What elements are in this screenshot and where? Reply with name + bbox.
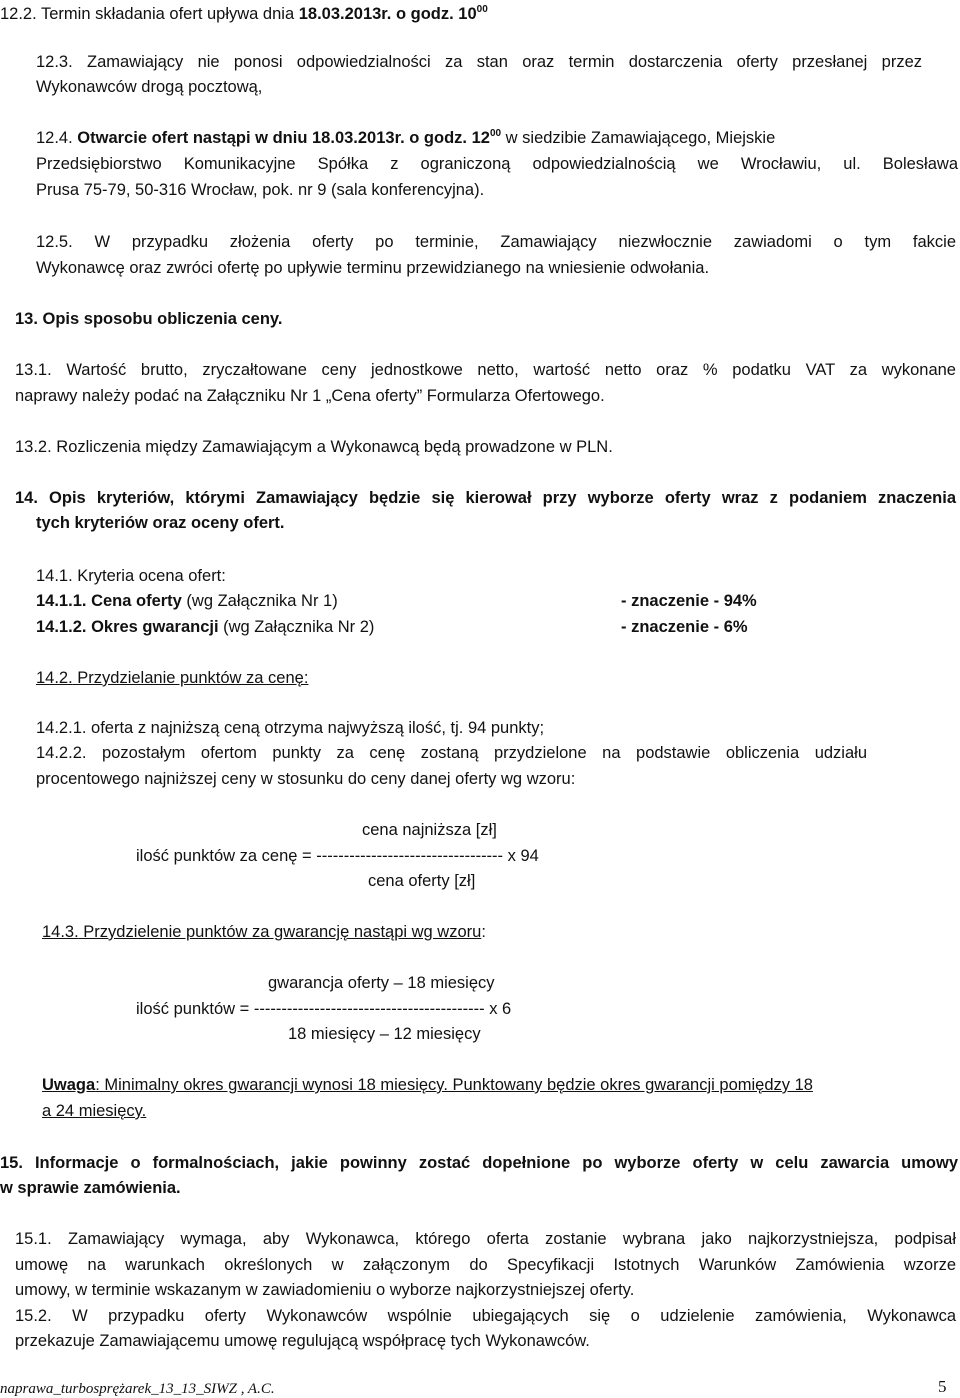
section-15-heading-line2: w sprawie zamówienia. xyxy=(0,1179,181,1197)
section-12-5-line2: Wykonawcę oraz zwróci ofertę po upływie terminu przewidzianego na wniesienie odwołania. xyxy=(36,259,710,277)
section-14-2-2-line2: procentowego najniższej ceny w stosunku do ceny danej oferty wg wzoru: xyxy=(36,770,576,788)
criterion-number: 14.1.1. xyxy=(36,592,87,610)
page-number: 5 xyxy=(938,1377,947,1396)
section-14-2-1: 14.2.1. oferta z najniższą ceną otrzyma najwyższą ilość, tj. 94 punkty; xyxy=(36,719,545,737)
criterion-number: 14.1.2. xyxy=(36,618,87,636)
section-14-2-heading xyxy=(36,668,308,688)
warranty-formula-denominator: 18 miesięcy – 12 miesięcy xyxy=(288,1025,481,1043)
note-label: Uwaga xyxy=(42,1076,96,1094)
superscript-minutes: 00 xyxy=(489,128,502,139)
section-title: Przydzielanie punktów za cenę: xyxy=(72,669,309,687)
section-14-3-heading xyxy=(42,922,486,942)
section-number: 14.3. xyxy=(42,923,79,941)
section-12-3-line1: 12.3. Zamawiający nie ponosi odpowiedzialności za stan oraz termin dostarczenia oferty przesłanej przez xyxy=(36,53,922,71)
warranty-formula-line: ilość punktów = ------------------------------------------ x 6 xyxy=(136,1000,512,1018)
price-formula-denominator: cena oferty [zł] xyxy=(368,872,476,890)
section-13-1-line1: 13.1. Wartość brutto, zryczałtowane ceny jednostkowe netto, wartość netto oraz % podatku VAT za wykonane xyxy=(15,361,956,379)
section-12-4-line2: Przedsiębiorstwo Komunikacyjne Spółka z ograniczoną odpowiedzialnością we Wrocławiu, ul. Bolesława xyxy=(36,155,958,173)
deadline-date: 18.03.2013r. o godz. 10 xyxy=(298,5,477,23)
section-text: w siedzibie Zamawiającego, Miejskie xyxy=(501,129,776,147)
section-13-1-line2: naprawy należy podać na Załączniku Nr 1 „Cena oferty” Formularza Ofertowego. xyxy=(15,387,605,405)
section-14-heading-line1: 14. Opis kryteriów, którymi Zamawiający będzie się kierował przy wyborze oferty wraz z podaniem znaczenia xyxy=(15,489,956,507)
section-12-2 xyxy=(0,4,488,24)
section-15-1-line1: 15.1. Zamawiający wymaga, aby Wykonawca, którego oferta zostanie wybrana jako najkorzystniejsza, podpisał xyxy=(15,1230,956,1248)
section-number: 12.4. xyxy=(36,129,73,147)
section-15-1-line2: umowę na warunkach określonych w załączonym do Specyfikacji Istotnych Warunków Zamówienia wzorze xyxy=(15,1256,956,1274)
criterion-name: Okres gwarancji xyxy=(91,618,219,636)
section-12-3-line2: Wykonawców drogą pocztową, xyxy=(36,78,263,96)
section-title: Przydzielenie punktów za gwarancję nastąpi wg wzoru xyxy=(78,923,482,941)
section-15-heading-line1: 15. Informacje o formalnościach, jakie powinny zostać dopełnione po wyborze oferty w celu zawarcia umowy xyxy=(0,1154,958,1172)
criterion-warranty-weight: - znaczenie - 6% xyxy=(621,618,748,636)
warranty-formula-numerator: gwarancja oferty – 18 miesięcy xyxy=(268,974,495,992)
opening-date: Otwarcie ofert nastąpi w dniu 18.03.2013r. o godz. 12 xyxy=(77,129,490,147)
criterion-name: Cena oferty xyxy=(91,592,182,610)
section-12-4-line1 xyxy=(36,128,958,148)
superscript-minutes: 00 xyxy=(476,4,488,15)
section-text: Termin składania ofert upływa dnia xyxy=(41,5,299,23)
section-colon: : xyxy=(481,923,486,941)
section-15-2-line2: przekazuje Zamawiającemu umowę regulującą współpracę tych Wykonawców. xyxy=(15,1332,590,1350)
criterion-price-weight: - znaczenie - 94% xyxy=(621,592,757,610)
criterion-ref: (wg Załącznika Nr 2) xyxy=(218,618,375,636)
section-number: 12.2. xyxy=(0,5,37,23)
section-number: 14.2. xyxy=(36,669,73,687)
section-13-2: 13.2. Rozliczenia między Zamawiającym a Wykonawcą będą prowadzone w PLN. xyxy=(15,438,613,456)
section-14-2-2-line1: 14.2.2. pozostałym ofertom punkty za cenę zostaną przydzielone na podstawie obliczenia udziału xyxy=(36,744,867,762)
section-15-1-line3: umowy, w terminie wskazanym w zawiadomieniu o wyborze najkorzystniejszej oferty. xyxy=(15,1281,635,1299)
criterion-price xyxy=(36,591,338,611)
note-text: : Minimalny okres gwarancji wynosi 18 miesięcy. Punktowany będzie okres gwarancji pomiędzy 18 xyxy=(95,1076,813,1094)
criterion-ref: (wg Załącznika Nr 1) xyxy=(181,592,338,610)
note-line2: a 24 miesięcy. xyxy=(42,1102,147,1120)
section-12-4-line3: Prusa 75-79, 50-316 Wrocław, pok. nr 9 (sala konferencyjna). xyxy=(36,181,485,199)
footer-filename: naprawa_turbosprężarek_13_13_SIWZ , A.C. xyxy=(0,1381,275,1397)
section-13-heading: 13. Opis sposobu obliczenia ceny. xyxy=(15,310,283,328)
section-12-5-line1: 12.5. W przypadku złożenia oferty po terminie, Zamawiający niezwłocznie zawiadomi o tym fakcie xyxy=(36,233,956,251)
section-15-2-line1: 15.2. W przypadku oferty Wykonawców wspólnie ubiegających się o udzielenie zamówienia, Wykonawca xyxy=(15,1307,956,1325)
section-14-heading-line2: tych kryteriów oraz oceny ofert. xyxy=(36,514,285,532)
price-formula-numerator: cena najniższa [zł] xyxy=(362,821,497,839)
criterion-warranty xyxy=(36,617,374,637)
section-14-1: 14.1. Kryteria ocena ofert: xyxy=(36,567,226,585)
note-line1 xyxy=(42,1075,936,1095)
price-formula-line: ilość punktów za cenę = ---------------------------------- x 94 xyxy=(136,847,539,865)
